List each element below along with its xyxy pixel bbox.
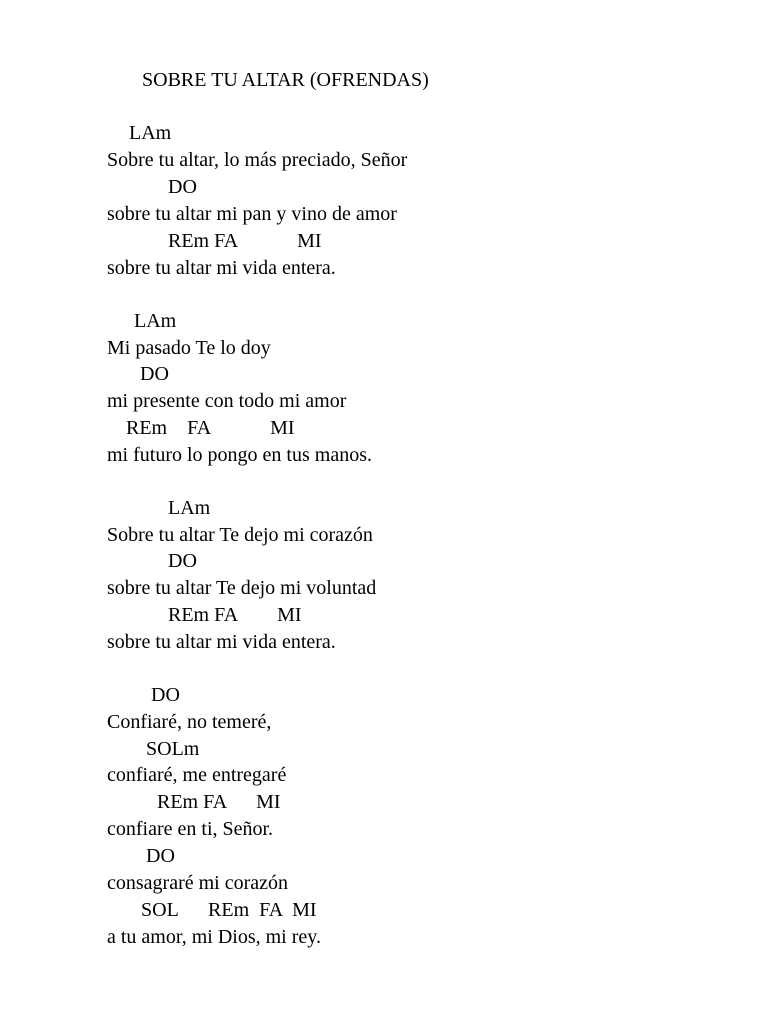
lyric-line: mi futuro lo pongo en tus manos.	[107, 444, 372, 466]
lyric-line: Sobre tu altar Te dejo mi corazón	[107, 524, 373, 546]
chord-line: LAm	[134, 310, 177, 332]
chord-line: REm FA MI	[168, 604, 302, 626]
chord-line: SOL REm FA MI	[141, 899, 317, 921]
chord-line: DO	[151, 684, 180, 706]
lyric-line: confiare en ti, Señor.	[107, 818, 274, 840]
chord-line: LAm	[168, 497, 211, 519]
song-title: SOBRE TU ALTAR (OFRENDAS)	[142, 69, 429, 91]
lyric-line: Mi pasado Te lo doy	[107, 337, 271, 359]
lyric-line: sobre tu altar mi vida entera.	[107, 631, 336, 653]
chord-line: DO	[146, 845, 175, 867]
chord-line: LAm	[129, 122, 172, 144]
lyric-line: a tu amor, mi Dios, mi rey.	[107, 926, 321, 948]
lyric-line: Confiaré, no temeré,	[107, 711, 272, 733]
chord-line: REm FA MI	[126, 417, 295, 439]
lyric-line: confiaré, me entregaré	[107, 764, 287, 786]
lyric-line: consagraré mi corazón	[107, 872, 289, 894]
lyric-line: sobre tu altar mi vida entera.	[107, 257, 336, 279]
chord-line: SOLm	[146, 738, 200, 760]
chord-line: REm FA MI	[157, 791, 281, 813]
chord-line: DO	[168, 550, 197, 572]
chord-line: REm FA MI	[168, 230, 322, 252]
chord-line: DO	[140, 363, 169, 385]
chord-line: DO	[168, 176, 197, 198]
lyric-line: sobre tu altar mi pan y vino de amor	[107, 203, 397, 225]
lyric-line: sobre tu altar Te dejo mi voluntad	[107, 577, 377, 599]
lyric-line: mi presente con todo mi amor	[107, 390, 347, 412]
lyric-line: Sobre tu altar, lo más preciado, Señor	[107, 149, 408, 171]
